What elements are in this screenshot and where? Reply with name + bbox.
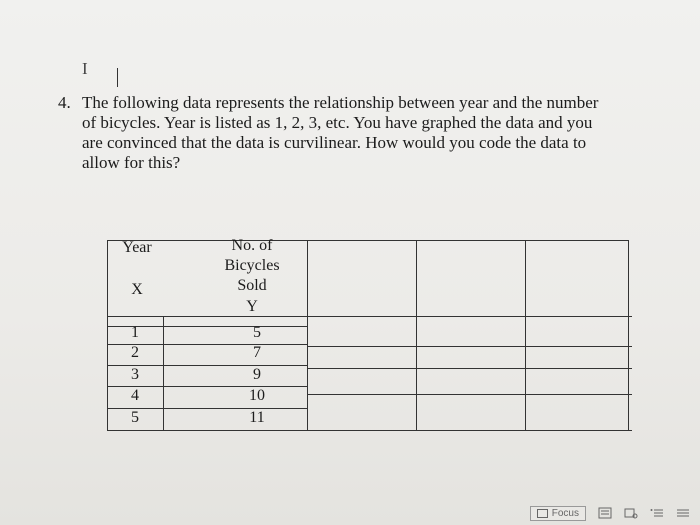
column-divider [525, 240, 526, 431]
text-cursor-icon: I [82, 59, 88, 78]
focus-icon [537, 509, 548, 518]
col-year-sub: X [131, 281, 143, 298]
column-divider [307, 240, 308, 431]
table-border-top [107, 240, 629, 241]
cell-y: 5 [253, 324, 261, 341]
cell-x: 5 [131, 409, 139, 426]
outline-view-icon[interactable] [650, 507, 664, 519]
table-border-bottom [107, 430, 632, 431]
col-bicycles-sub: Y [246, 298, 258, 315]
data-table [107, 230, 632, 432]
table-header-divider [107, 316, 632, 317]
table-border-right [628, 240, 629, 431]
cell-y: 7 [253, 344, 261, 361]
row-line [307, 394, 632, 395]
cell-y: 11 [249, 409, 265, 426]
cell-x: 4 [131, 387, 139, 404]
draft-view-icon[interactable] [676, 507, 690, 519]
cell-x: 1 [131, 324, 139, 341]
cell-y: 9 [253, 366, 261, 383]
question-number: 4. [58, 93, 71, 112]
question-text: The following data represents the relationship between year and the number of bicycles. Year is listed as 1, 2, 3, etc. You have graphed the data and you are convinced that the data is curvilinear. How would you code the data to allow for this? [82, 93, 599, 172]
column-divider [163, 316, 164, 431]
col-year-header: Year [122, 239, 152, 256]
focus-label: Focus [551, 507, 579, 519]
focus-button[interactable] [530, 506, 586, 521]
row-line [307, 346, 632, 347]
cell-x: 3 [131, 366, 139, 383]
row-line [307, 368, 632, 369]
cell-x: 2 [131, 344, 139, 361]
print-layout-icon[interactable] [598, 507, 612, 519]
insertion-caret [117, 68, 118, 87]
col-bicycles-header: No. of Bicycles Sold [224, 237, 280, 294]
web-layout-icon[interactable] [624, 507, 638, 519]
column-divider [416, 240, 417, 431]
status-bar [530, 503, 690, 523]
cell-y: 10 [249, 387, 265, 404]
